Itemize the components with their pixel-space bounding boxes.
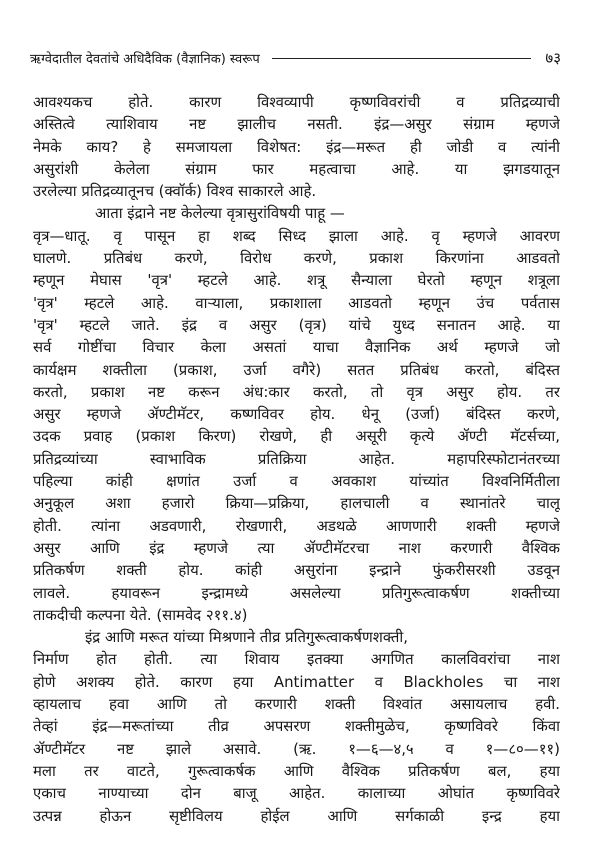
running-header xyxy=(30,46,561,70)
text-line: 'वृत्र' म्हटले आहे. वाऱ्याला, प्रकाशाला आडवतो म्हणून उंच पर्वतास xyxy=(33,293,560,312)
text-line: उदक प्रवाह (प्रकाश किरण) रोखणे, ही असूरी कृत्ये ॲण्टी मॅटर्सच्या, xyxy=(33,427,560,446)
text-line: उत्पन्न होऊन सृष्टीविलय होईल आणि सर्गकाळी इन्द्र हया xyxy=(33,806,560,825)
text-line: असुर म्हणजे ॲण्टीमॅटर, कष्णविवर होय. धेनू (उर्जा) बंदिस्त करणे, xyxy=(33,405,560,424)
text-line: लावले. हयावरून इन्द्रामध्ये असलेल्या प्रतिगुरूत्वाकर्षण शक्तीच्या xyxy=(33,583,560,602)
text-line: सर्व गोष्टींचा विचार केला असतां याचा वैज्ञानिक अर्थ म्हणजे जो xyxy=(33,338,560,357)
text-line: वृत्र—धातू. वृ पासून हा शब्द सिध्द झाला आहे. वृ म्हणजे आवरण xyxy=(33,226,560,245)
text-line: प्रतिकर्षण शक्ती होय. कांही असुरांना इन्द्राने फुंकरीसरशी उडवून xyxy=(33,561,560,580)
text-line: घालणे. प्रतिबंध करणे, विरोध करणे, प्रकाश किरणांना आडवतो xyxy=(33,249,560,268)
text-line: अनुकूल अशा हजारो क्रिया—प्रक्रिया, हालचाली व स्थानांतरे चालू xyxy=(33,494,560,513)
text-line: तेव्हां इंद्र—मरूतांच्या तीव्र अपसरण शक्तीमुळेच, कृष्णविवरे किंवा xyxy=(33,717,560,736)
text-line: आवश्यकच होते. कारण विश्वव्यापी कृष्णविवरांची व प्रतिद्रव्याची xyxy=(33,93,560,111)
text-line: प्रतिद्रव्यांच्या स्वाभाविक प्रतिक्रिया आहेत. महापरिस्फोटानंतरच्या xyxy=(33,449,560,468)
text-line: व्हायलाच हवा आणि तो करणारी शक्ती विश्वांत असायलाच हवी. xyxy=(33,695,560,714)
text-line: नेमके काय? हे समजायला विशेषत: इंद्र—मरूत ही जोडी व त्यांनी xyxy=(33,137,560,156)
text-line: निर्माण होत होती. त्या शिवाय इतक्या अगणित कालविवरांचा नाश xyxy=(33,650,560,669)
text-line: एकाच नाण्याच्या दोन बाजू आहेत. कालाच्या ओघांत कृष्णविवरे xyxy=(33,784,560,803)
text-line: म्हणून मेघास 'वृत्र' म्हटले आहे. शत्रू सैन्याला घेरतो म्हणून शत्रूला xyxy=(33,271,560,290)
text-line: असुरांशी केलेला संग्राम फार महत्वाचा आहे. या झगडयातून xyxy=(33,159,560,178)
text-line: ताकदीची कल्पना येते. (सामवेद २११.४) xyxy=(33,605,248,624)
text-line: इंद्र आणि मरूत यांच्या मिश्रणाने तीव्र प्रतिगुरूत्वाकर्षणशक्ती, xyxy=(85,628,408,647)
text-line: पहिल्या कांही क्षणांत उर्जा व अवकाश यांच्यांत विश्वनिर्मितीला xyxy=(33,472,560,491)
text-line: अस्तित्वे त्याशिवाय नष्ट झालीच नसती. इंद्र—असुर संग्राम म्हणजे xyxy=(33,115,560,134)
text-line: आता इंद्राने नष्ट केलेल्या वृत्रासुरांविषयी पाहू — xyxy=(95,204,345,223)
text-line: 'वृत्र' म्हटले जाते. इंद्र व असुर (वृत्र) यांचे युध्द सनातन आहे. या xyxy=(33,315,560,334)
text-line: कार्यक्षम शक्तीला (प्रकाश, उर्जा वगैरे) सतत प्रतिबंध करतो, बंदिस्त xyxy=(33,360,560,379)
text-line: करतो, प्रकाश नष्ट करून अंध:कार करतो, तो वृत्र असुर होय. तर xyxy=(33,382,560,401)
text-line: होती. त्यांना अडवणारी, रोखणारी, अडथळे आणणारी शक्ती म्हणजे xyxy=(33,516,560,535)
text-line: असुर आणि इंद्र म्हणजे त्या ॲण्टीमॅटरचा नाश करणारी वैश्विक xyxy=(33,538,560,557)
text-line: होणे अशक्य होते. कारण हया Antimatter व Blackholes चा नाश xyxy=(33,672,560,691)
body-text xyxy=(33,91,560,827)
text-line: मला तर वाटते, गुरूत्वाकर्षक आणि वैश्विक प्रतिकर्षण बल, हया xyxy=(33,761,560,780)
text-line: ॲण्टीमॅटर नष्ट झाले असावे. (ऋ. १—६—४,५ व १—८०—११) xyxy=(33,739,560,758)
header-rule xyxy=(272,58,532,59)
page-number: ७३ xyxy=(545,49,561,67)
text-line: उरलेल्या प्रतिद्रव्यातूनच (क्वॉर्क) विश्व साकारले आहे. xyxy=(33,182,317,201)
running-title: ऋग्वेदातील देवतांचे अधिदैविक (वैज्ञानिक) स्वरूप xyxy=(30,52,260,67)
